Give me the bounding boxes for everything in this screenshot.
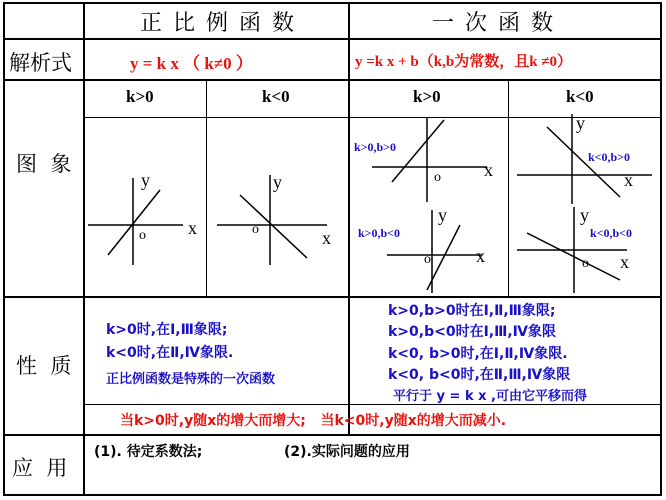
axis-y-label: y <box>580 205 589 225</box>
axis-y-label: y <box>576 113 585 133</box>
row-divider-1 <box>3 38 662 40</box>
subheader-direct-k-positive: k>0 <box>126 87 154 106</box>
application-item-1: (1). 待定系数法; <box>94 444 203 460</box>
origin-label: o <box>139 228 146 243</box>
row-divider-mono <box>85 404 662 405</box>
header-linear-function: 一 次 函 数 <box>432 11 555 36</box>
origin-label: o <box>252 222 259 237</box>
property-linear-line-3: k<0, b>0时,在Ⅰ,Ⅱ,Ⅳ象限. <box>388 346 568 362</box>
origin-label: o <box>434 170 441 185</box>
axis-x-label: x <box>188 218 197 238</box>
label-k-neg-b-pos: k<0,b>0 <box>588 150 631 164</box>
property-monotonic: 当k>0时,y随x的增大而增大; 当k<0时,y随x的增大而减小. <box>120 413 507 429</box>
application-item-2: (2).实际问题的应用 <box>284 444 410 460</box>
formula-linear: y =k x + b（k,b为常数，且k ≠0） <box>355 54 573 70</box>
property-direct-line-3: 正比例函数是特殊的一次函数 <box>106 372 276 387</box>
axis-x-label: x <box>476 246 485 266</box>
formula-direct: y = k x （ k≠0 ） <box>130 54 253 73</box>
row-divider-4 <box>3 434 662 436</box>
col-divider-1 <box>83 2 85 496</box>
row-label-property: 性 质 <box>16 354 72 378</box>
origin-label: o <box>424 252 431 267</box>
col-divider-direct <box>206 80 207 296</box>
axis-x-label: x <box>484 160 493 180</box>
axis-y-label: y <box>438 205 447 225</box>
subheader-direct-k-negative: k<0 <box>262 87 290 106</box>
axis-x-label: x <box>620 252 629 272</box>
header-direct-proportion: 正 比 例 函 数 <box>140 11 296 36</box>
label-k-pos-b-neg: k>0,b<0 <box>358 226 401 240</box>
property-linear-line-4: k<0, b<0时,在Ⅱ,Ⅲ,Ⅳ象限 <box>388 367 571 383</box>
graph-linear-k-neg-b-pos <box>512 112 662 207</box>
property-linear-line-2: k>0,b<0时在Ⅰ,Ⅲ,Ⅳ象限 <box>388 324 557 340</box>
property-direct-line-1: k>0时,在Ⅰ,Ⅲ象限; <box>106 322 228 338</box>
property-linear-line-1: k>0,b>0时在Ⅰ,Ⅱ,Ⅲ象限; <box>388 303 556 319</box>
border-bottom <box>3 494 662 496</box>
row-divider-2 <box>3 79 662 81</box>
col-divider-linear <box>508 80 509 296</box>
subheader-linear-k-positive: k>0 <box>413 87 441 106</box>
origin-label: o <box>582 256 589 271</box>
border-left <box>3 2 5 496</box>
row-label-formula: 解析式 <box>9 51 72 75</box>
subheader-linear-k-negative: k<0 <box>566 87 594 106</box>
property-direct-line-2: k<0时,在Ⅱ,Ⅳ象限. <box>106 345 234 361</box>
border-top <box>3 2 662 4</box>
axis-x-label: x <box>624 170 633 190</box>
property-linear-line-5: 平行于 y = k x ,可由它平移而得 <box>393 389 587 404</box>
row-label-graph: 图 象 <box>16 152 72 176</box>
graph-linear-k-pos-b-pos <box>352 112 502 207</box>
label-k-neg-b-neg: k<0,b<0 <box>590 226 633 240</box>
row-label-application: 应 用 <box>12 456 68 480</box>
axis-y-label: y <box>273 172 282 192</box>
axis-y-label: y <box>141 170 150 190</box>
label-k-pos-b-pos: k>0,b>0 <box>354 140 397 154</box>
row-divider-3 <box>3 296 662 298</box>
col-divider-mid <box>348 2 350 435</box>
axis-x-label: x <box>322 228 331 248</box>
